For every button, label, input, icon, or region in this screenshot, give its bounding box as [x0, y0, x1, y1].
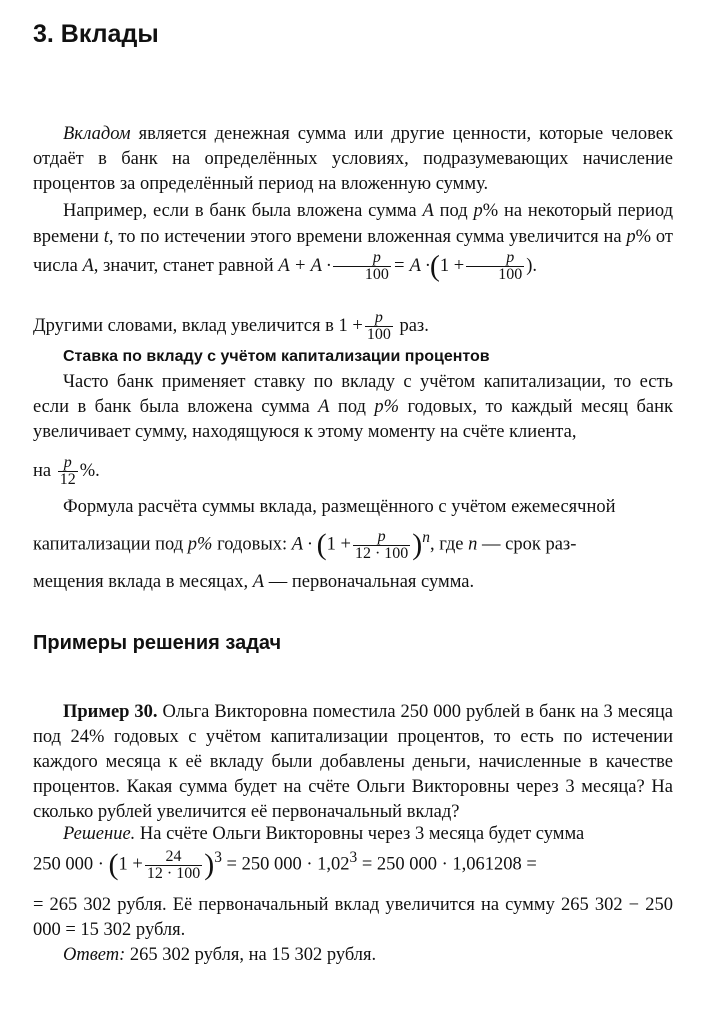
intro-text-2: под [433, 201, 474, 221]
intro-text-5: от числа [33, 227, 673, 276]
fraction-24-1200: $\frac{24}{12 \cdot 100}$ [146, 847, 201, 882]
formula-part-c: 1 + [439, 255, 465, 276]
intro-pct: % [482, 201, 499, 221]
definition-paragraph [33, 122, 673, 197]
intro-pct-2: % [635, 227, 652, 247]
other-words-tail: раз. [394, 315, 429, 336]
cap-text-1: Часто банк применяет ставку по вкладу с учётом капитализации, то есть если в банк была вложена сумма [33, 372, 673, 417]
cap-pct: %. [79, 460, 100, 481]
cap-rate-line [33, 455, 673, 488]
fraction-p-100: $\frac{p}{100}$ [333, 250, 391, 283]
formula-line-1: Формула расчёта суммы вклада, размещённого с учётом ежемесячной [63, 497, 616, 517]
solution-formula: 250 000 · (1 + $\frac{24}{12 \cdot 100}$ )$^3$ = 250 $000 \cdot 1,02^3 = 250$ 000 · 1,061208 = [33, 847, 537, 882]
intro-text-1: Например, если в банк была вложена сумма [63, 201, 423, 221]
var-p-2: p [626, 227, 636, 247]
exponent-n: n [422, 529, 430, 547]
fraction-p-1200: $\frac{p}{12 \cdot 100}$ [354, 527, 409, 562]
solution-result: = 265 302 рубля. Её первоначальный вклад увеличится на сумму 265 302 − 250 000 = 15 302 рубля. [33, 895, 673, 940]
definition-text: является денежная сумма или другие ценности, которые человек отдаёт в банк на определённых условиях, подразумевающих начисление процентов за определённый период на вложенную сумму. [33, 124, 673, 194]
fraction-p-100-b: $\frac{p}{100}$ [466, 250, 524, 283]
solution-label: Решение. [63, 824, 136, 844]
var-t: t [103, 227, 109, 247]
formula-part-a: A + A · [278, 255, 331, 276]
cap-na: на [33, 460, 56, 481]
one-plus: 1 + [338, 315, 363, 336]
solution-text: На счёте Ольги Викторовны через 3 месяца будет сумма [135, 824, 585, 844]
solution-line [63, 822, 673, 847]
intro-text-3: на некоторый период времени [33, 201, 673, 247]
other-words-text: Другими словами, вклад увеличится в [33, 315, 339, 336]
cap-var-p: p% [374, 397, 400, 417]
fraction-p-12: $\frac{p}{12}$ [59, 454, 76, 488]
examples-title: Примеры решения задач [33, 632, 282, 654]
answer-line [63, 943, 673, 968]
formula-A: A · [291, 534, 312, 555]
formula-line-3: мещения вклада в месяцах, A — первоначальная сумма. [33, 572, 475, 592]
cap-var-A: A [318, 397, 330, 417]
answer-label: Ответ: [63, 945, 126, 965]
intro-text-4: , то по истечении этого времени вложенная сумма увеличится на [108, 227, 627, 247]
var-A-2: A [82, 255, 94, 276]
problem-label: Пример 30. [63, 702, 158, 722]
formula-line-2: капитализации под p% годовых: A · (1 + $\frac{p}{12 \cdot 100}$ )$^n$, где n — срок раз- [33, 527, 577, 562]
formula-close: ). [526, 255, 538, 276]
var-A: A [422, 201, 434, 221]
capitalization-paragraph [33, 370, 673, 445]
var-p: p [473, 201, 483, 221]
cap-text-2: под [329, 397, 375, 417]
other-words-paragraph [33, 310, 673, 343]
answer-text: 265 302 рубля, на 15 302 рубля. [125, 945, 377, 965]
problem-paragraph [33, 700, 673, 825]
definition-term: Вкладом [63, 124, 131, 144]
intro-text-6: , значит, станет равной [93, 255, 279, 276]
formula-part-b: = A · [392, 255, 430, 276]
cap-text-3: годовых, то каждый месяц банк увеличивает сумму, находящуюся к этому моменту на счёте клиента, [33, 397, 673, 442]
problem-text: Ольга Викторовна поместила 250 000 рублей в банк на 3 месяца под 24% годовых с учётом капитализации процентов, то есть по истечении каждого месяца к её вкладу были добавлены деньги, начисленные в качестве процентов. Какая сумма будет на счёте Ольги Викторовны через 3 месяца? На сколько рублей увеличится её первоначальный вклад? [33, 702, 673, 822]
subheading: Ставка по вкладу с учётом капитализации процентов [63, 348, 490, 365]
example-intro-paragraph: Например, если в банк была вложена сумма A под p% на некоторый период времени t, то по истечении этого времени вложенная сумма увеличится на p% от числа A, значит, станет равной A + A · $\frac{p}{100}$ = A ·(1 + $\frac{p}{100}$ ). [33, 201, 673, 283]
fraction-p-100-c: $\frac{p}{100}$ [366, 309, 391, 343]
section-title: 3. Вклады [33, 20, 159, 48]
